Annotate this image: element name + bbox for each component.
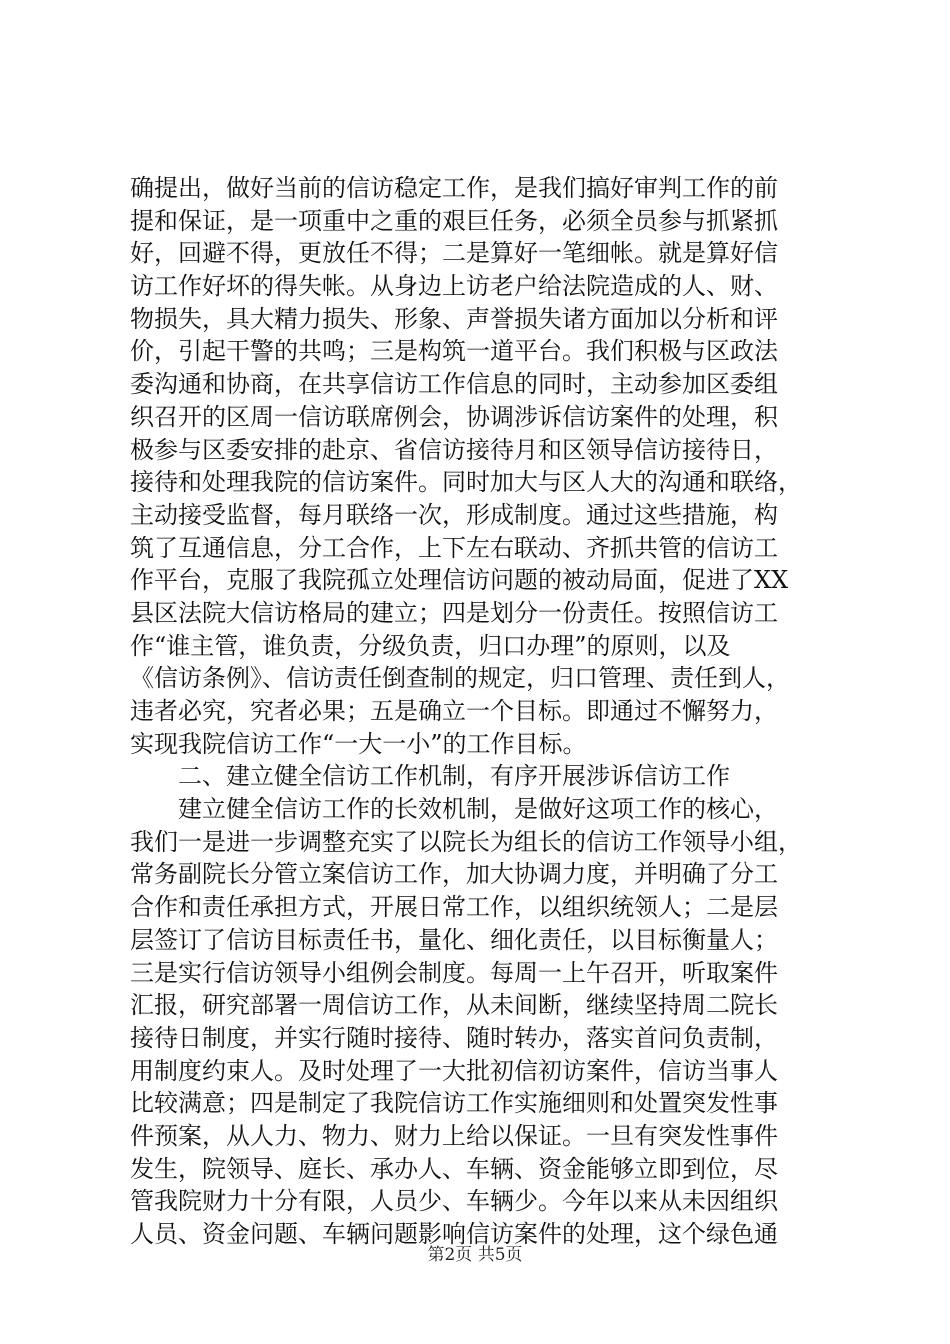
text-line: 作平台，克服了我院孤立处理信访问题的被动局面，促进了XX xyxy=(130,566,789,595)
text-line: 主动接受监督，每月联络一次，形成制度。通过这些措施，构 xyxy=(130,500,778,529)
text-line: 违者必究，究者必果；五是确立一个目标。即通过不懈努力， xyxy=(130,697,778,725)
text-line: 确提出，做好当前的信访稳定工作，是我们搞好审判工作的前 xyxy=(130,174,778,202)
text-line: 用制度约束人。及时处理了一大批初信初访案件，信访当事人 xyxy=(130,1056,778,1085)
text-line: 比较满意；四是制定了我院信访工作实施细则和处置突发性事 xyxy=(130,1089,778,1118)
text-line: 二、建立健全信访工作机制，有序开展涉诉信访工作 xyxy=(130,762,730,791)
text-line: 合作和责任承担方式，开展日常工作，以组织统领人；二是层 xyxy=(130,893,778,922)
text-line: 我们一是进一步调整充实了以院长为组长的信访工作领导小组， xyxy=(130,827,802,856)
text-line: 层签订了信访目标责任书，量化、细化责任，以目标衡量人； xyxy=(130,925,778,954)
text-line: 提和保证，是一项重中之重的艰巨任务，必须全员参与抓紧抓 xyxy=(130,206,778,235)
text-line: 建立健全信访工作的长效机制，是做好这项工作的核心， xyxy=(130,795,778,824)
text-line: 委沟通和协商，在共享信访工作信息的同时，主动参加区委组 xyxy=(130,370,778,399)
text-line: 人员、资金问题、车辆问题影响信访案件的处理，这个绿色通 xyxy=(130,1220,778,1248)
text-line: 接待和处理我院的信访案件。同时加大与区人大的沟通和联络， xyxy=(130,468,802,497)
text-line: 县区法院大信访格局的建立；四是划分一份责任。按照信访工 xyxy=(130,598,778,627)
body-text xyxy=(130,172,830,1251)
text-line: 发生，院领导、庭长、承办人、车辆、资金能够立即到位，尽 xyxy=(130,1154,778,1183)
text-line: 价，引起干警的共鸣；三是构筑一道平台。我们积极与区政法 xyxy=(130,337,778,366)
text-line: 件预案，从人力、物力、财力上给以保证。一旦有突发性事件 xyxy=(130,1121,778,1150)
text-line: 《信访条例》、信访责任倒查制的规定，归口管理、责任到人， xyxy=(130,664,790,693)
text-line: 织召开的区周一信访联席例会，协调涉诉信访案件的处理，积 xyxy=(130,402,778,431)
text-line: 访工作好坏的得失帐。从身边上访老户给法院造成的人、财、 xyxy=(130,272,778,301)
text-line: 汇报，研究部署一周信访工作，从未间断，继续坚持周二院长 xyxy=(130,991,778,1020)
text-line: 物损失，具大精力损失、形象、声誉损失诸方面加以分析和评 xyxy=(130,304,778,333)
text-line: 管我院财力十分有限，人员少、车辆少。今年以来从未因组织 xyxy=(130,1187,778,1216)
page-footer: 第2页 共5页 xyxy=(427,1245,523,1265)
text-line: 作“谁主管，谁负责，分级负责，归口办理”的原则，以及 xyxy=(130,631,731,660)
text-line: 实现我院信访工作“一大一小”的工作目标。 xyxy=(130,729,587,758)
text-line: 极参与区委安排的赴京、省信访接待月和区领导信访接待日， xyxy=(130,435,778,464)
text-line: 常务副院长分管立案信访工作，加大协调力度，并明确了分工 xyxy=(130,860,778,889)
text-line: 好，回避不得，更放任不得；二是算好一笔细帐。就是算好信 xyxy=(130,239,778,268)
text-line: 接待日制度，并实行随时接待、随时转办，落实首问负责制， xyxy=(130,1023,778,1052)
text-line: 筑了互通信息，分工合作，上下左右联动、齐抓共管的信访工 xyxy=(130,533,778,562)
text-line: 三是实行信访领导小组例会制度。每周一上午召开，听取案件 xyxy=(130,958,778,987)
